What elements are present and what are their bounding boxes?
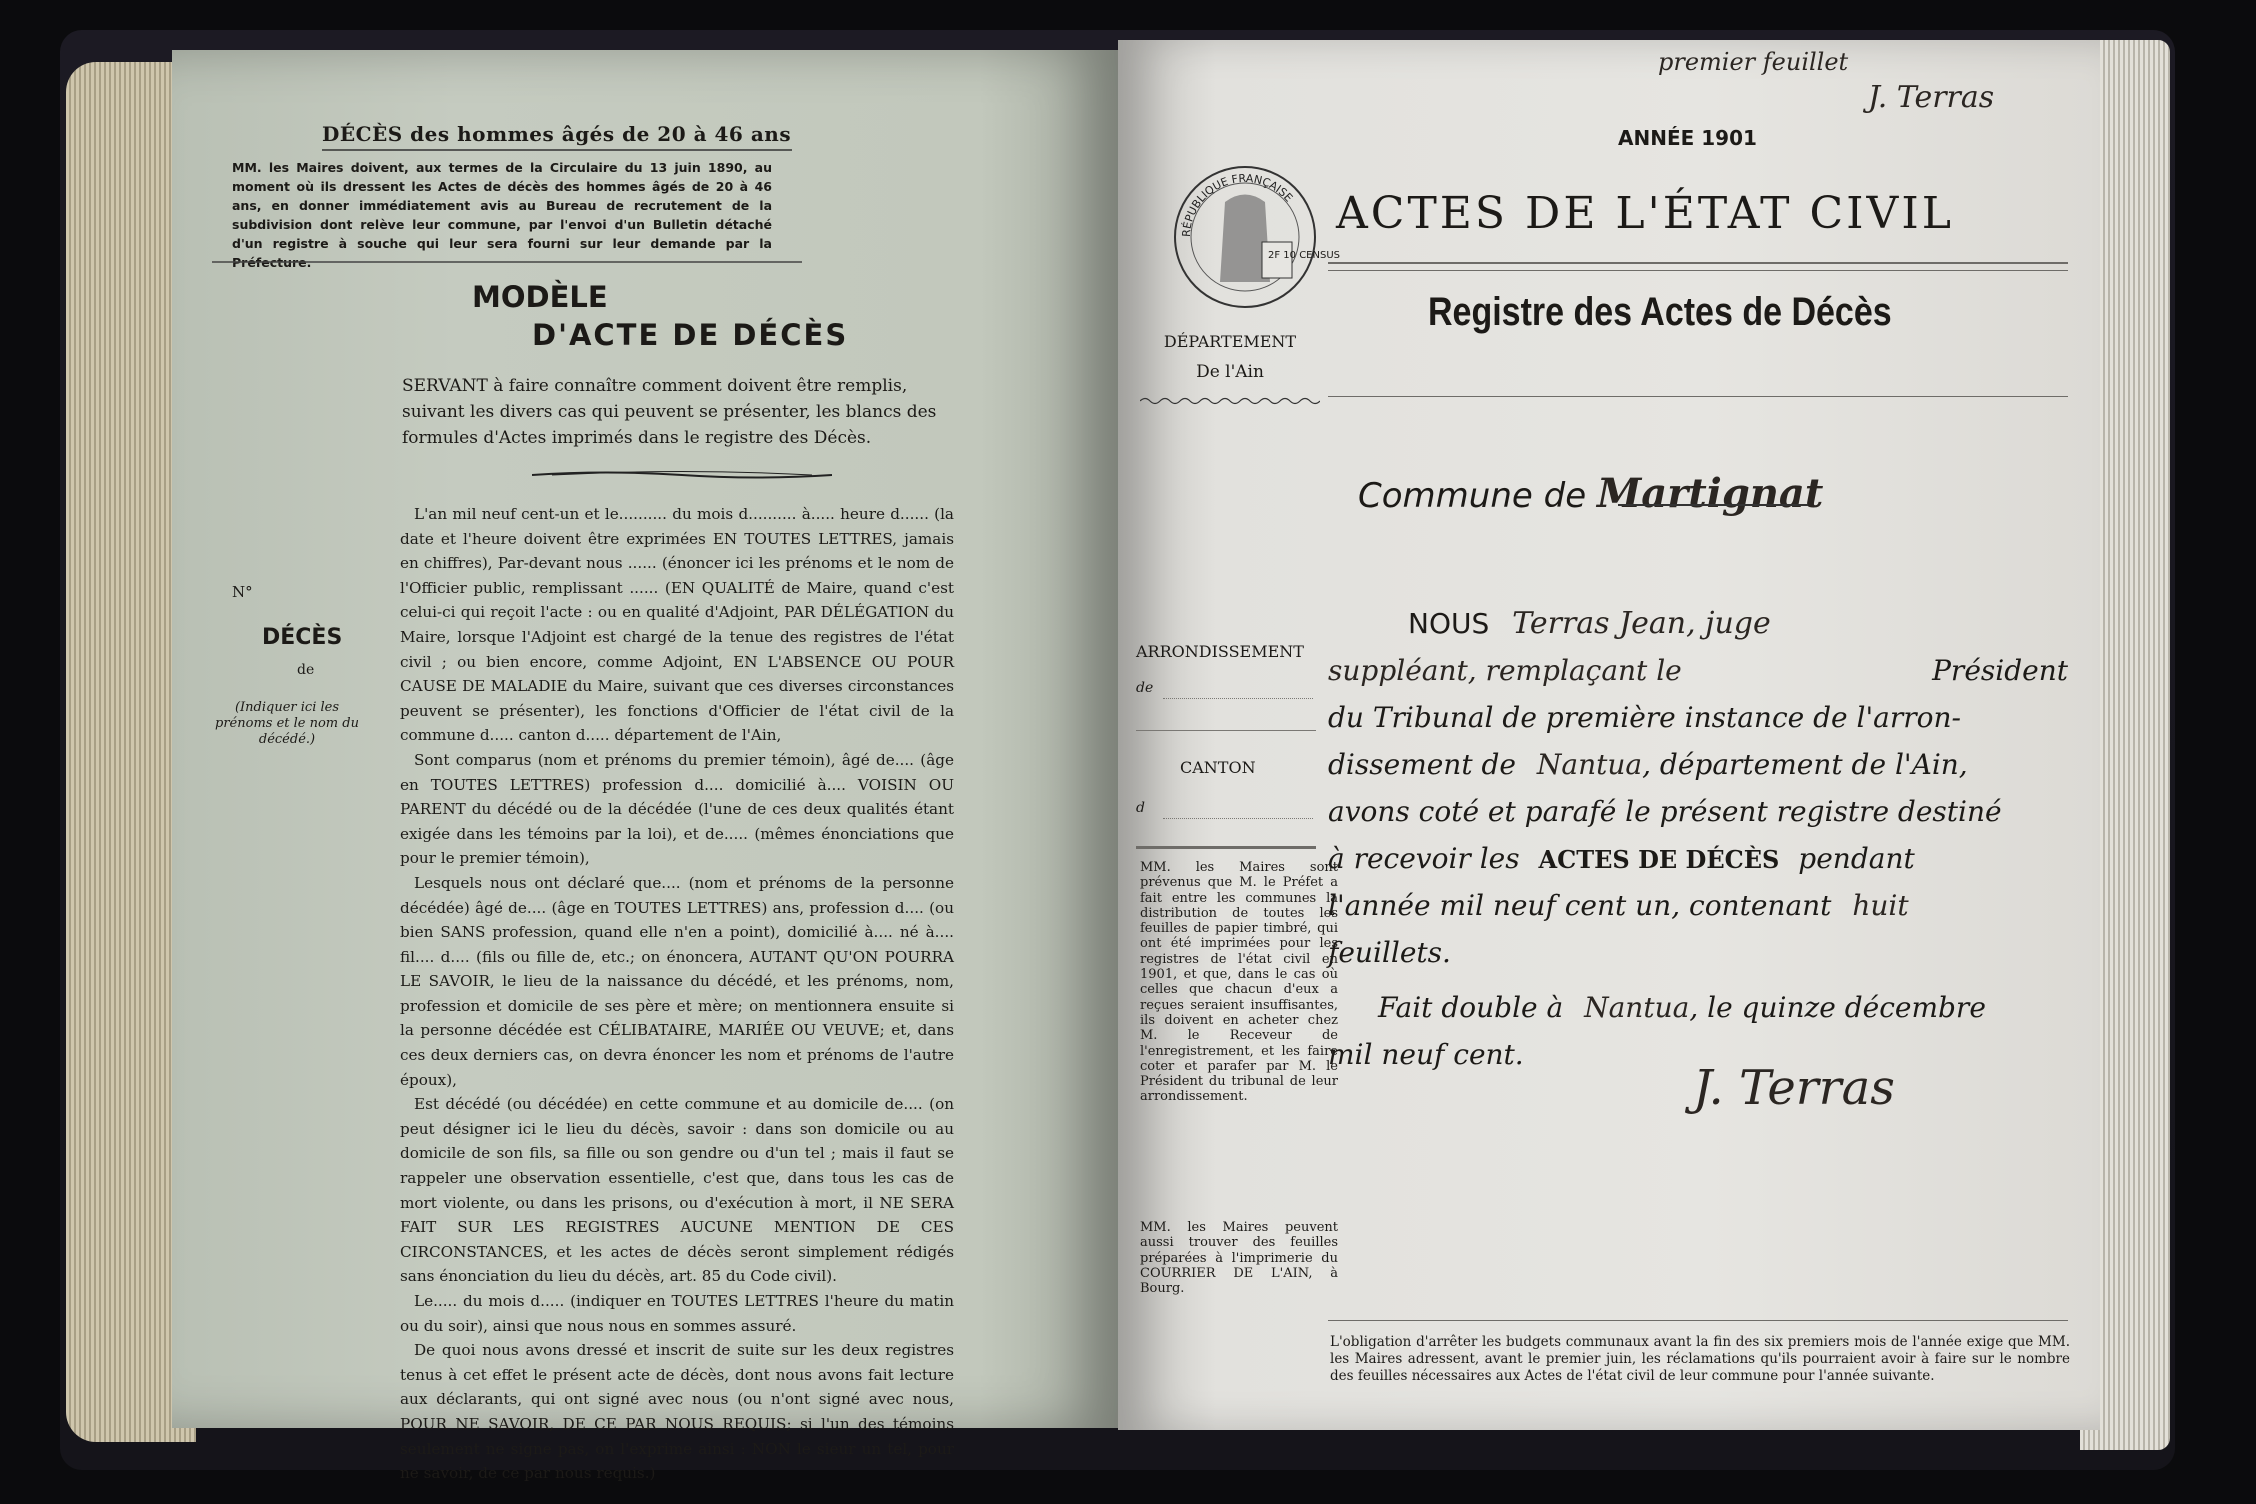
margin-indiquer-note: (Indiquer ici les prénoms et le nom du décédé.) [215, 700, 359, 747]
arrondissement-hand: Nantua [1536, 748, 1643, 781]
nous-label: NOUS [1408, 607, 1490, 640]
title-rule-thin [1328, 270, 2068, 271]
servant-paragraph: SERVANT à faire connaître comment doivent être remplis, suivant les divers cas qui peuvent se présenter, les blancs des formules d'Actes imprimés dans le registre des Décès. [402, 376, 937, 448]
canton-d: d [1136, 800, 1145, 816]
officer-signature: J. Terras [1693, 1060, 1895, 1116]
declaration-line [1328, 647, 2068, 694]
seal-value: 2F 10 CENSUS [1268, 250, 1340, 261]
president-label: Président [1932, 654, 2068, 687]
commune-de: de [1543, 476, 1587, 516]
maires-notice: MM. les Maires sont prévenus que M. le Préfet a fait entre les communes la distribution de toutes les feuilles de papier timbré, qui ont été imprimées pour les registres de l'état civil en 1901, et que, dans le cas où celles que chacun d'eux a reçues seraient insuffisantes, ils doivent en acheter chez M. le Receveur de l'enregistrement, et les faire coter et parafer par M. le Président du tribunal de leur arrondissement. [1140, 860, 1338, 1105]
maires-notice-courrier: MM. les Maires peuvent aussi trouver des feuilles préparées à l'imprimerie du COURRIER DE L'AIN, à Bourg. [1140, 1220, 1338, 1297]
arrondissement-label: ARRONDISSEMENT [1136, 642, 1304, 661]
body-paragraph: L'an mil neuf cent-un et le.......... du mois d.......... à..... heure d...... (la date et l'heure doivent être exprimées EN TOUTES LETTRES, jamais en chiffres), Par-devant nous ...... (énoncer ici les prénoms et le nom de l'Officier public, remplissant ...... (EN QUALITÉ de Maire, quand c'est celui-ci qui reçoit l'acte : ou en qualité d'Adjoint, PAR DÉLÉGATION du Maire, lorsque l'Adjoint est chargé de la tenue des registres de l'état civil ; ou bien encore, comme Adjoint, EN L'ABSENCE OU POUR CAUSE DE MALADIE du Maire, suivant que ces diverses circonstances peuvent se présenter), les fonctions d'Officier de l'état civil de la commune d..... canton d..... département de l'Ain, [400, 505, 954, 745]
body-paragraph: Est décédé (ou décédée) en cette commune et au domicile de.... (on peut désigner ici le lieu du décès, savoir : dans son domicile ou au domicile de son fils, sa fille ou son gendre ou d'un tel ; mais il faut se rappeler une observation essentielle, c'est que, dans tous les cas de mort violente, ou dans les prisons, ou d'exécution à mort, il NE SERA FAIT SUR LES REGISTRES AUCUNE MENTION DE CES CIRCONSTANCES, et les actes de décès seront simplement rédigés sans énonciation du lieu du décès, art. 85 du Code civil). [400, 1095, 954, 1286]
body-paragraph: Le..... du mois d..... (indiquer en TOUTES LETTRES l'heure du matin ou du soir), ainsi que nous nous en sommes assuré. [400, 1292, 954, 1335]
tax-stamp-seal-icon [1170, 162, 1320, 312]
margin-de-label: de [297, 662, 315, 678]
suppleant-hand: suppléant, remplaçant le [1328, 654, 1682, 687]
declaration-line [1328, 741, 2068, 788]
modele-subtitle: D'ACTE DE DÉCÈS [532, 318, 849, 352]
seal-text: RÉPUBLIQUE FRANÇAISE [1179, 171, 1296, 238]
pendant-text: pendant [1798, 842, 1915, 875]
left-page [172, 50, 1122, 1483]
arrondissement-de: de [1136, 680, 1154, 696]
declaration-line: du Tribunal de première instance de l'arron- [1328, 701, 1961, 734]
modele-title: MODÈLE [472, 280, 608, 314]
margin-number-label: N° [232, 583, 253, 601]
fait-place-hand: Nantua [1584, 991, 1690, 1024]
modele-body [400, 502, 954, 1486]
left-page-header: DÉCÈS des hommes âgés de 20 à 46 ans [322, 122, 792, 146]
commune-name: Martignat [1596, 470, 1824, 517]
canton-rule [1136, 846, 1316, 849]
arr-rule [1136, 730, 1316, 731]
commune-word: Commune [1358, 476, 1533, 516]
declaration-line [1328, 835, 2068, 882]
registre-rule [1328, 396, 2068, 397]
annee-label: ANNÉE 1901 [1618, 126, 1757, 150]
margin-deces-label: DÉCÈS [262, 625, 343, 650]
circulaire-notice: MM. les Maires doivent, aux termes de la Circulaire du 13 juin 1890, au moment où ils dressent les Actes de décès des hommes âgés de 20 à 46 ans, en donner immédiatement avis au Bureau de recrutement de la subdivision dont relève leur commune, par l'envoi d'un Bulletin détaché d'un registre à souche qui leur sera fourni sur leur demande par la Préfecture. [232, 160, 772, 270]
actes-deces-text: ACTES DE DÉCÈS [1538, 845, 1780, 874]
declaration-line [1328, 882, 2068, 929]
annee-text: l'année mil neuf cent un, contenant [1328, 889, 1832, 922]
feuillets-count-hand: huit [1852, 889, 1909, 922]
registre-title: Registre des Actes de Décès [1428, 290, 1892, 334]
fait-text: Fait double à [1378, 991, 1564, 1024]
declaration-line [1328, 600, 2068, 647]
recevoir-text: à recevoir les [1328, 842, 1520, 875]
body-paragraph: De quoi nous avons dressé et inscrit de suite sur les deux registres tenus à cet effet le présent acte de décès, dont nous avons fait lecture aux déclarants, qui ont signé avec nous (ou n'ont signé avec nous, POUR NE SAVOIR, DE CE PAR NOUS REQUIS; si l'un des témoins seulement ne signe pas, on l'exprime ainsi : NON le sieur un tel, pour ne savoir, de ce par nous requis.) [400, 1341, 954, 1483]
bottom-note-rule [1328, 1320, 2068, 1321]
officer-name: Terras Jean, juge [1512, 606, 1771, 641]
arrondissement-blank [1163, 698, 1313, 699]
departement-value: De l'Ain [1196, 362, 1264, 382]
dissement-text: dissement de [1328, 748, 1516, 781]
budget-note: L'obligation d'arrêter les budgets communaux avant la fin des six premiers mois de l'année exige que MM. les Maires adressent, avant le premier juin, les réclamations qu'ils pourraient avoir à faire sur le nombre des feuilles nécessaires aux Actes de l'état civil de leur commune pour l'année suivante. [1330, 1334, 2070, 1384]
wavy-rule [1140, 396, 1320, 406]
right-page [1118, 40, 2100, 1430]
notice-rule [212, 260, 802, 264]
header-underline [322, 148, 792, 152]
canton-blank [1163, 818, 1313, 819]
departement-text: , département de l'Ain, [1642, 748, 1968, 781]
departement-label: DÉPARTEMENT [1163, 332, 1297, 351]
main-declaration [1328, 600, 2068, 1078]
title-rule [1328, 262, 2068, 264]
marginalia-premier-feuillet: premier feuillet [1658, 48, 1849, 76]
declaration-line: mil neuf cent. [1328, 1038, 1524, 1071]
body-paragraph: Lesquels nous ont déclaré que.... (nom et prénoms de la personne décédée) âgé de.... (âge en TOUTES LETTRES) ans, profession d.... (ou bien SANS profession, quand elle n'en a point), domicilié à.... né à.... fil.... d.... (fils ou fille de, etc.; on énoncera, AUTANT QU'ON POURRA LE SAVOIR, le lieu de la naissance du décédé, et les prénoms, nom, profession et domicile de ses père et mère; on mentionnera ensuite si la personne décédée est CÉLIBATAIRE, MARIÉE OU VEUVE; et, dans ces deux derniers cas, on devra énoncer les nom et prénoms de l'autre époux), [400, 873, 954, 1089]
actes-title: ACTES DE L'ÉTAT CIVIL [1336, 188, 1954, 239]
fait-date-text: , le quinze décembre [1689, 991, 1986, 1024]
commune-divider [1618, 500, 1808, 510]
declaration-line: avons coté et parafé le présent registre destiné [1328, 795, 2002, 828]
declaration-line: feuillets. [1328, 936, 1451, 969]
canton-label: CANTON [1180, 758, 1256, 777]
declaration-line [1328, 984, 2068, 1031]
marginalia-signature: J. Terras [1868, 80, 1995, 115]
ornament-divider [532, 468, 832, 482]
body-paragraph: Sont comparus (nom et prénoms du premier témoin), âgé de.... (âge en TOUTES LETTRES) profession d.... domicilié à.... VOISIN OU PARENT du décédé ou de la décédée (l'une de ces deux qualités étant exigée dans les témoins par la loi), et de..... (mêmes énonciations que pour le premier témoin), [400, 750, 954, 868]
